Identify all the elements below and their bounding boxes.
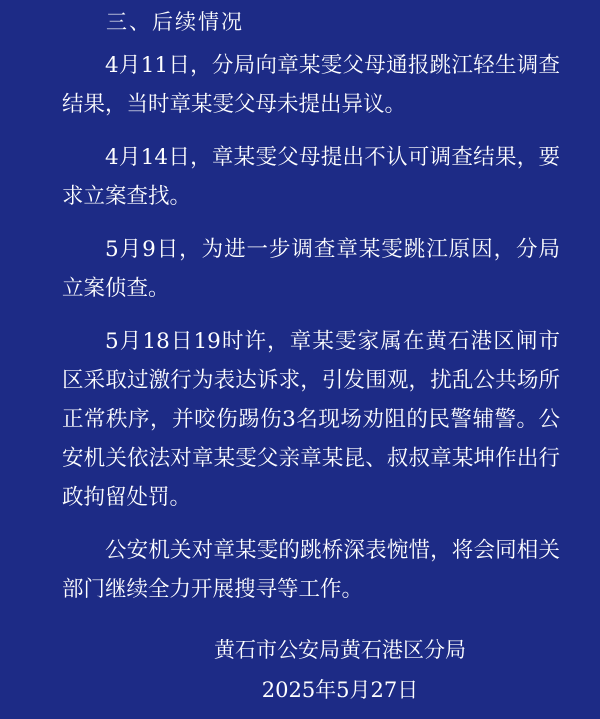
- paragraph: 5月18日19时许，章某雯家属在黄石港区闸市区采取过激行为表达诉求，引发围观，扰乱公共场所正常秩序，并咬伤踢伤3名现场劝阻的民警辅警。公安机关依法对章某雯父亲章某昆、叔叔章某坤作出行政拘留处罚。: [62, 329, 560, 510]
- paragraph-list: [62, 46, 560, 623]
- paragraph: 4月14日，章某雯父母提出不认可调查结果，要求立案查找。: [62, 145, 560, 209]
- paragraph: 5月9日，为进一步调查章某雯跳江原因，分局立案侦查。: [62, 237, 560, 301]
- signature-date: 2025年5月27日: [261, 678, 419, 702]
- section-heading: 三、后续情况: [106, 10, 244, 34]
- paragraph: 公安机关对章某雯的跳桥深表惋惜，将会同相关部门继续全力开展搜寻等工作。: [62, 538, 560, 602]
- signature-organization: 黄石市公安局黄石港区分局: [214, 638, 466, 662]
- paragraph: 4月11日，分局向章某雯父母通报跳江轻生调查结果，当时章某雯父母未提出异议。: [62, 53, 560, 117]
